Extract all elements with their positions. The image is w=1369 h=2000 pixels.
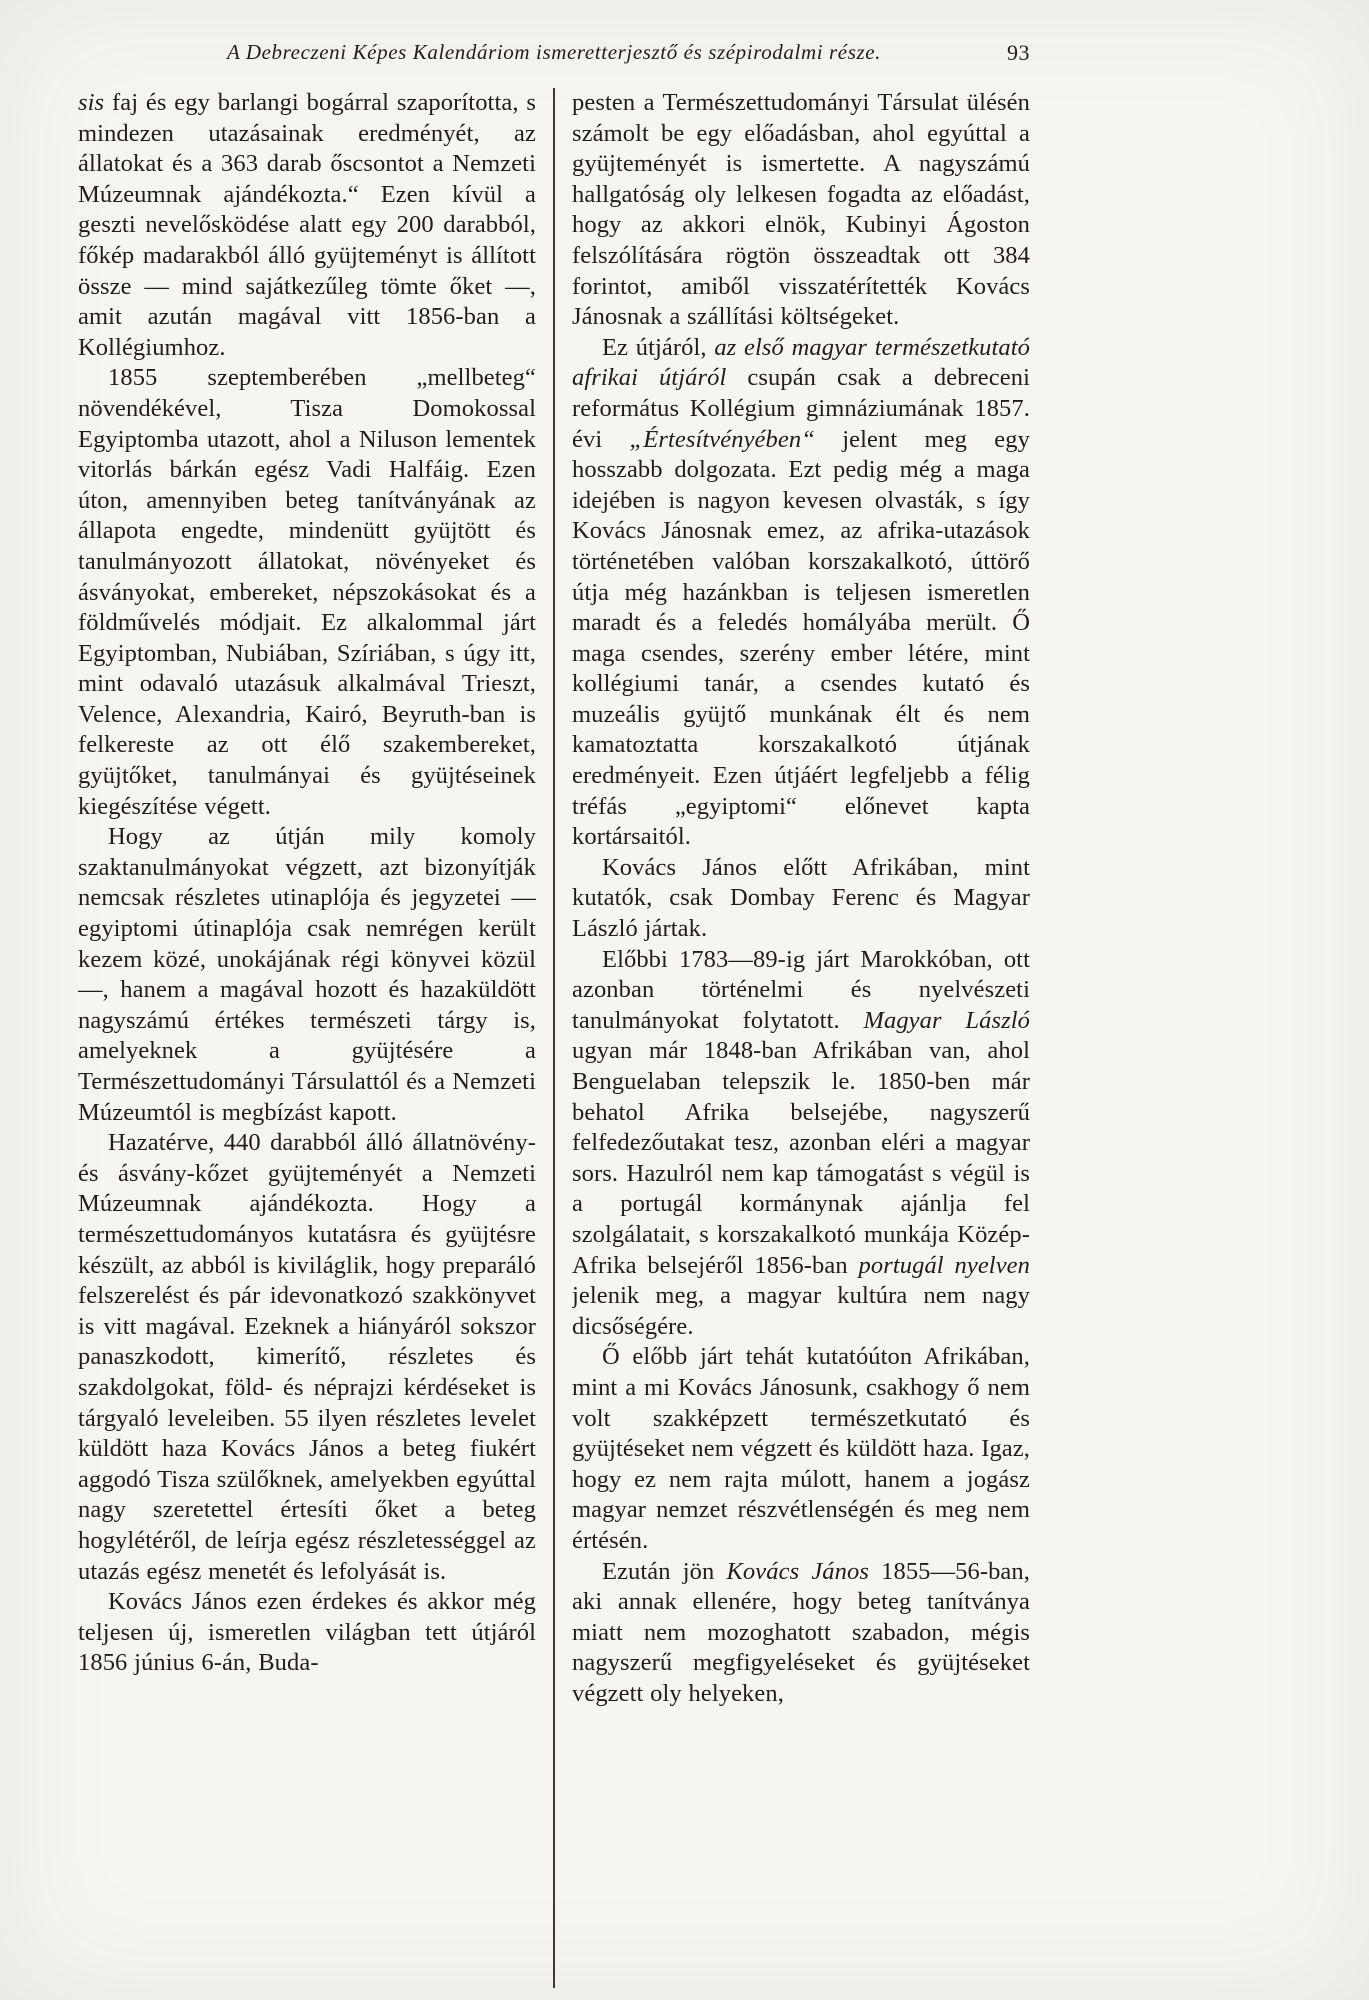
paragraph — [78, 1587, 536, 1679]
text-run: ugyan már 1848-ban Afrikában van, ahol Benguelaban telepszik le. 1850-ben már behatol Afrika belsejébe, nagyszerű felfedezőutakat tesz, azonban eléri a magyar sors. Hazulról nem kap támogatást s végül is a portugál kormánynak ajánlja fel szolgálatait, s korszakalkotó munkája Közép-Afrika belsejéről 1856-ban — [572, 1037, 1030, 1279]
paragraph — [78, 363, 536, 822]
italic-text-run: Magyar László — [863, 1006, 1030, 1034]
text-run: Ezután jön — [602, 1557, 727, 1585]
italic-text-run: sis — [78, 89, 105, 116]
paragraph — [78, 88, 536, 363]
italic-text-run: portugál nyelven — [858, 1251, 1030, 1279]
paragraph — [572, 1342, 1030, 1556]
italic-text-run: Kovács János — [726, 1557, 869, 1585]
text-run: 1855 szeptemberében „mellbeteg“ növendékével, Tisza Domokossal Egyiptomba utazott, ahol a Niluson lementek vitorlás bárkán egész Vadi Halfáig. Ezen úton, amennyiben beteg tanítványának az állapota engedte, mindenütt gyüjtött és tanulmányozott állatokat, növényeket és ásványokat, embereket, népszokásokat és a földművelés módjait. Ez alkalommal járt Egyiptomban, Nubiában, Szíriában, s úgy itt, mint odavaló utazásuk alkalmával Trieszt, Velence, Alexandria, Kairó, Beyruth-ban is felkereste az ott élő szakembereket, gyüjtőket, tanulmányai és gyüjtéseinek kiegészítése végett. — [78, 364, 536, 820]
paragraph — [572, 88, 1030, 333]
text-run: Ez útjáról, — [602, 333, 715, 361]
text-run: faj és egy barlangi bogárral szaporította, s mindezen utazásainak eredményét, az állatokat és a 363 darab őscsontot a Nemzeti Múzeumnak ajándékozta.“ Ezen kívül a geszti nevelősködése alatt egy 200 darabból, főkép madarakból álló gyüjteményt is állított össze — mind sajátkezűleg tömte őket —, amit azután magával vitt 1856-ban a Kollégiumhoz. — [78, 89, 536, 361]
page-body — [78, 88, 1030, 1990]
text-run: Kovács János előtt Afrikában, mint kutatók, csak Dombay Ferenc és Magyar László jártak. — [572, 853, 1030, 943]
paragraph — [78, 1128, 536, 1587]
paragraph — [572, 1557, 1030, 1710]
running-title: A Debreczeni Képes Kalendáriom ismeretterjesztő és szépirodalmi része. — [226, 40, 882, 64]
text-run: Hazatérve, 440 darabból álló állatnövény- és ásvány-kőzet gyüjteményét a Nemzeti Múzeumnak ajándékozta. Hogy a természettudományos kutatásra és gyüjtésre készült, az abból is kiviláglik, hogy preparáló felszerelést és pár idevonatkozó szakkönyvet is vitt magával. Ezeknek a hiányáról sokszor panaszkodott, kimerítő, részletes és szakdolgokat, föld- és néprajzi kérdéseket is tárgyaló leveleiben. 55 ilyen részletes levelet küldött haza Kovács János a beteg fiukért aggodó Tisza szülőknek, amelyekben egyúttal nagy szeretettel értesíti őket a beteg hogylétéről, de leírja egész részletességgel az utazás egész menetét és lefolyását is. — [78, 1129, 536, 1585]
text-run: Előbbi 1783—89-ig járt Marokkóban, ott azonban történelmi és nyelvészeti tanulmányokat folytatott. — [572, 945, 1030, 1034]
paragraph — [572, 333, 1030, 853]
text-run: 1855—56-ban, aki annak ellenére, hogy beteg tanítványa miatt nem mozoghatott szabadon, mégis nagyszerű megfigyeléseket és gyüjtéseket végzett oly helyeken, — [572, 1557, 1030, 1707]
column-right — [572, 88, 1030, 1990]
text-run: csupán csak a debreceni református Kollégium gimnáziumának 1857. évi — [572, 364, 1030, 453]
paragraph — [78, 822, 536, 1128]
column-left — [78, 88, 536, 1990]
page-header — [78, 40, 1030, 74]
text-run: pesten a Természettudományi Társulat ülésén számolt be egy előadásban, ahol egyúttal a gyüjteményét is ismertette. A nagyszámú hallgatóság oly lelkesen fogadta az előadást, hogy az akkori elnök, Kubinyi Ágoston felszólítására rögtön összeadtak ott 384 forintot, amiből visszatérítették Kovács Jánosnak a szállítási költségeket. — [572, 89, 1030, 331]
text-run: Kovács János ezen érdekes és akkor még teljesen új, ismeretlen világban tett útjáról 1856 június 6-án, Buda- — [78, 1588, 536, 1677]
text-run: Ő előbb járt tehát kutatóúton Afrikában, mint a mi Kovács Jánosunk, csakhogy ő nem volt szakképzett természetkutató és gyüjtéseket nem végzett és küldött haza. Igaz, hogy ez nem rajta múlott, hanem a jogász magyar nemzet részvétlenségén és meg nem értésén. — [572, 1343, 1030, 1554]
italic-text-run: „Értesítvényében“ — [629, 425, 815, 453]
paragraph — [572, 945, 1030, 1343]
text-run: jelenik meg, a magyar kultúra nem nagy dicsőségére. — [572, 1282, 1030, 1340]
italic-text-run: az első magyar természetkutató afrikai útjáról — [572, 333, 1030, 392]
text-run: Hogy az útján mily komoly szaktanulmányokat végzett, azt bizonyítják nemcsak részletes utinaplója és jegyzetei — egyiptomi útinaplója csak nemrégen került kezem közé, unokájának régi könyvei közül —, hanem a magával hozott és hazaküldött nagyszámú értékes természeti tárgy is, amelyeknek a gyüjtésére a Természettudományi Társulattól és a Nemzeti Múzeumtól is megbízást kapott. — [78, 823, 536, 1126]
column-divider — [553, 88, 555, 1988]
page-number: 93 — [1007, 40, 1030, 65]
paragraph — [572, 853, 1030, 945]
text-run: jelent meg egy hosszabb dolgozata. Ezt pedig még a maga idejében is nagyon kevesen olvasták, s így Kovács Jánosnak emez, az afrika-utazások történetében valóban korszakalkotó, úttörő útja még hazánkban is teljesen ismeretlen maradt és a feledés homályába merült. Ő maga csendes, szerény ember létére, mint kollégiumi tanár, a csendes kutató és muzeális gyüjtő munkának élt és nem kamatoztatta korszakalkotó útjának eredményeit. Ezen útjáért legfeljebb a félig tréfás „egyiptomi“ előnevet kapta kortársaitól. — [572, 425, 1030, 851]
